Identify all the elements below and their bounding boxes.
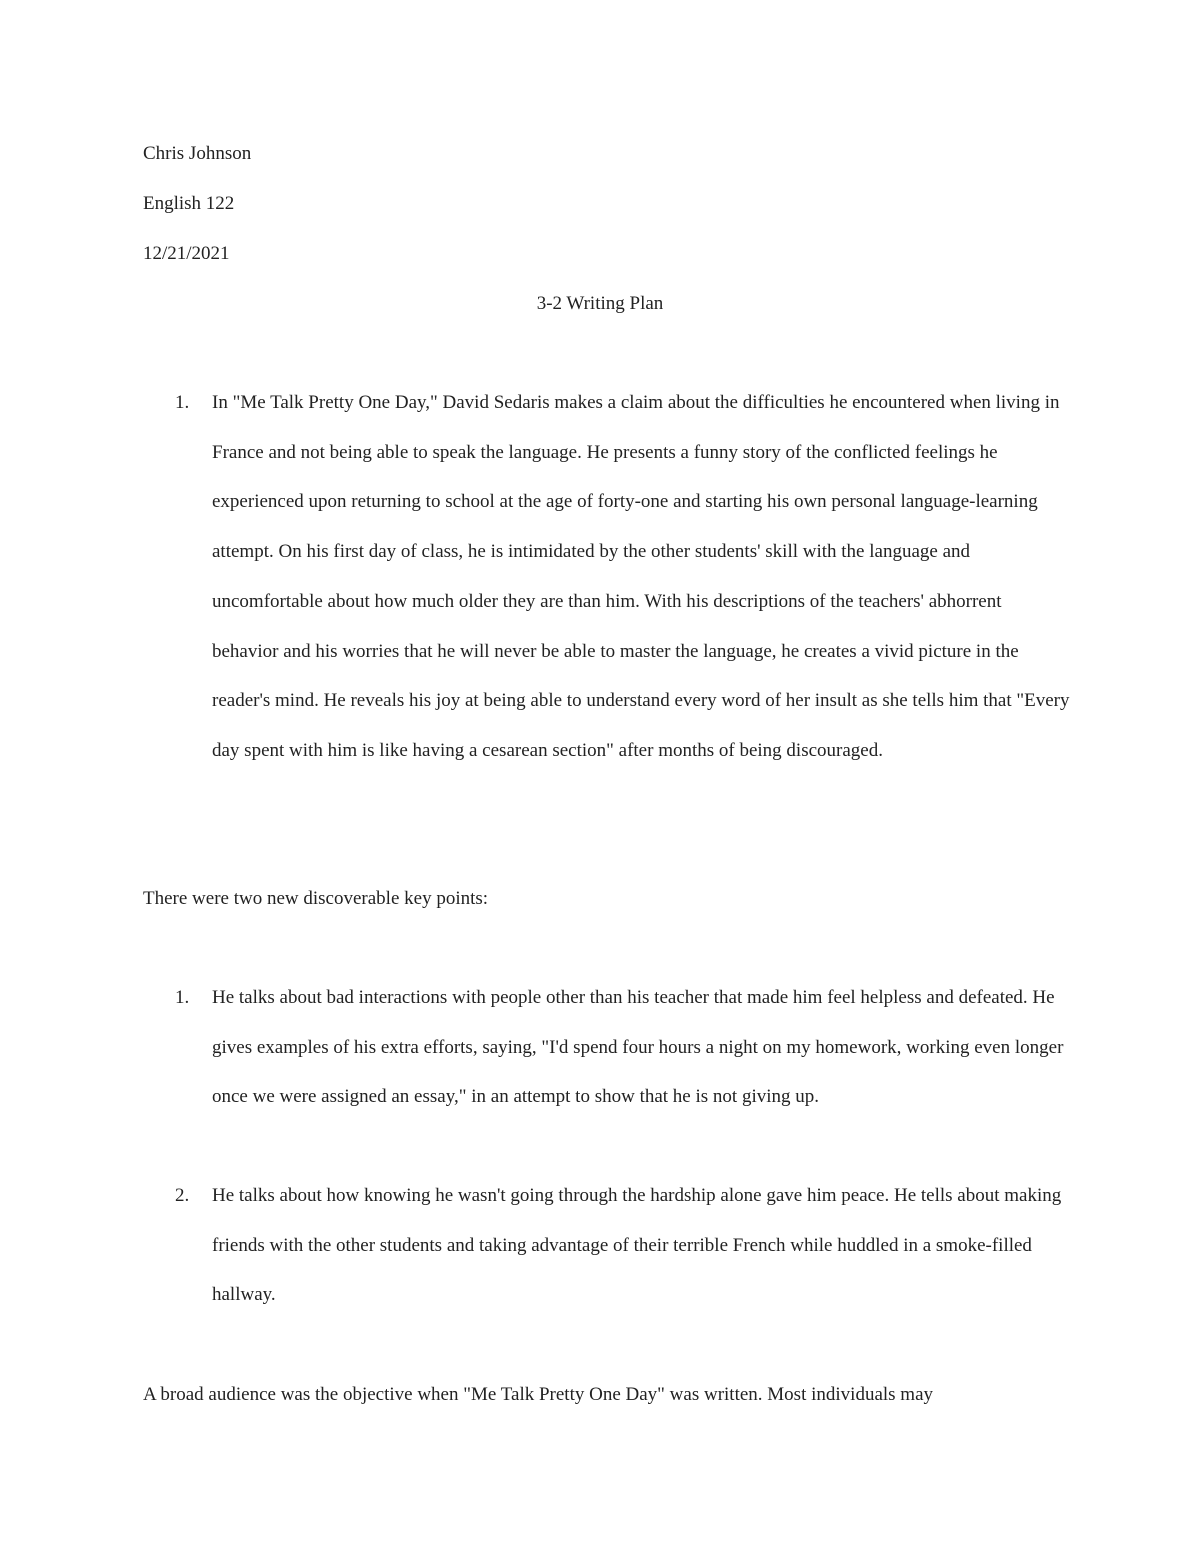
key-points-intro: There were two new discoverable key points:: [143, 888, 489, 909]
list-item-text: He talks about how knowing he wasn't going through the hardship alone gave him peace. He tells about making friends with the other students and taking advantage of their terrible French while huddled in a smoke-filled hallway.: [212, 1185, 1062, 1306]
list-item-text: He talks about bad interactions with people other than his teacher that made him feel helpless and defeated. He gives examples of his extra efforts, saying, "I'd spend four hours a night on my homework, working even longer once we were assigned an essay," in an attempt to show that he is not giving up.: [212, 987, 1064, 1108]
document-title: 3-2 Writing Plan: [536, 293, 664, 314]
list-item-number: 2.: [175, 1185, 190, 1206]
list-item-number: 1.: [175, 987, 190, 1008]
closing-paragraph: A broad audience was the objective when "Me Talk Pretty One Day" was written. Most individuals may: [143, 1384, 934, 1405]
course-name: English 122: [143, 193, 235, 214]
list-item-text: In "Me Talk Pretty One Day," David Sedaris makes a claim about the difficulties he encountered when living in France and not being able to speak the language. He presents a funny story of the conflicted feelings he experienced upon returning to school at the age of forty-one and starting his own personal language-learning attempt. On his first day of class, he is intimidated by the other students' skill with the language and uncomfortable about how much older they are than him. With his descriptions of the teachers' abhorrent behavior and his worries that he will never be able to master the language, he creates a vivid picture in the reader's mind. He reveals his joy at being able to understand every word of her insult as she tells him that "Every day spent with him is like having a cesarean section" after months of being discouraged.: [212, 392, 1070, 761]
list-item-number: 1.: [175, 392, 190, 413]
document-date: 12/21/2021: [143, 243, 230, 264]
author-name: Chris Johnson: [143, 143, 252, 164]
